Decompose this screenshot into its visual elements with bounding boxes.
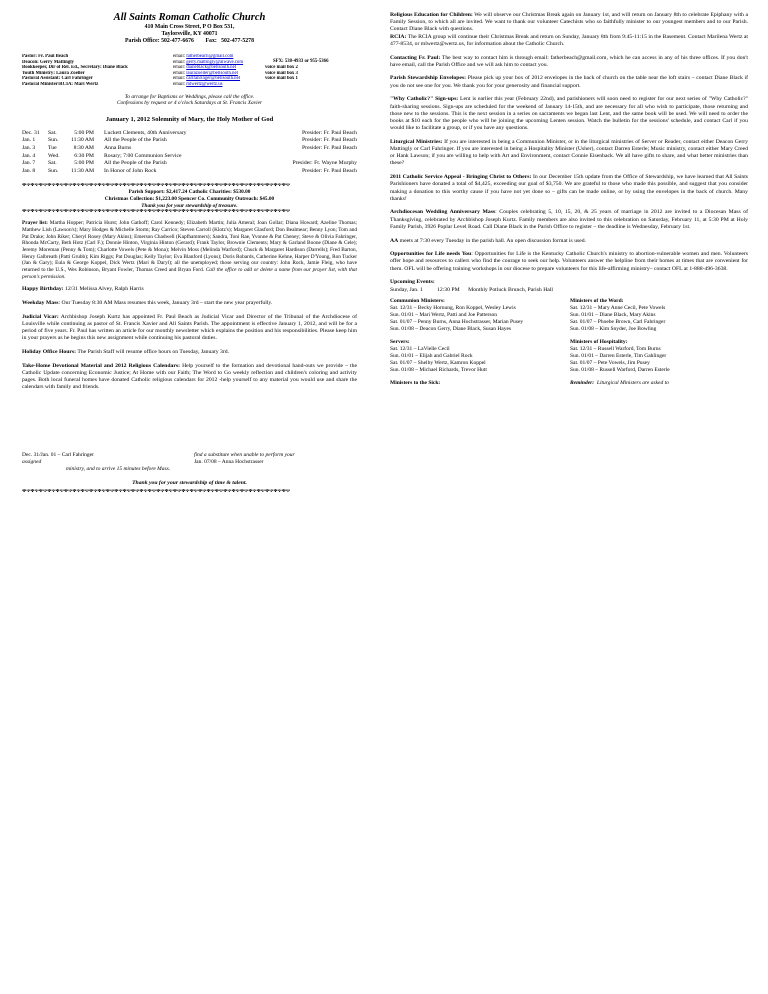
email-label: email: <box>173 76 185 82</box>
ornament-divider: ✤✣✤✣✤✣✤✣✤✣✤✣✤✣✤✣✤✣✤✣✤✣✤✣✤✣✤✣✤✣✤✣✤✣✤✣✤✣✤✣✤✣✤✣✤✣✤✣✤✣✤✣✤✣✤✣✤✣✤✣✤✣✤✣ <box>22 489 291 495</box>
mass-row <box>22 130 357 138</box>
schedule-entry: Sun. 01/01 – Elijah and Gabriel Rock <box>390 352 473 359</box>
mass-intention: Rosary; 7:00 Communion Service <box>104 152 182 159</box>
mass-presider: Presider: Fr. Paul Beach <box>302 144 357 151</box>
schedule-entry: Sat. 12/31 – Becky Hornung, Ron Koppel, Wesley Lewis <box>390 304 516 311</box>
email-label: email: <box>173 81 185 87</box>
upcoming-event: Sunday, Jan. 1 12:30 PM Monthly Potluck Brunch, Parish Hall <box>390 286 553 293</box>
confession-note: Confessions by request or 4 o'clock Saturdays at St. Francis Xavier <box>116 100 263 107</box>
email-label: email: <box>173 70 185 76</box>
prayer-list-names: Martha Hopper; Patricia Hurst; John Gathoff; Carol Kennedy; Elizabeth Martin; Julia Ameral; Joan Gollar; Diana Howard; Azeline Thomas; Matthew Lish (Lawson's); Mary Hodges & Michelle Storm; Ray Carrico; Steven Carroll (Klotz's); Margaret Glasford; Don Bealmear; Benny Lyon; Tom and Pat Drake; John Riker; Cheryl Rosey (Mary Akins); Emerson Chadwell (Kapfhammers); Sandra, Toni Rae, Yvonne & Pat Cheney; Steve & Olivia Fahringer, Rhonda McCarty, Beth Hotz (Carl F.); Donnie Hinton, Virginia Hinton (Gerard); Frank Taylor, Brownie Clements; Mary & Garland Boone (Diane & Cele); Jeremy Moreman (Penny & Tom); Charlotte Vowels (Pete & Mona); Melvin Moss (Melinda Warford); Chuck & Margaret Hardison (Darrells); Fred Barton, Henry Galbreath (Patti Grubb); Kim Riggs; Pat Douglas; Kelly Taylor; Eva Blanford (Lyons); Doris Robards, Catherine Kehne, Harper D'Young, Ron Tucker (Jan & Gary); Eula & George Koppel, Dick Wertz (Mari & Daryl); all the unemployed; those serving our country: John Rock, Jamie Fleig, who have returned to the U.S., Wes Robinson, Bryant Fowler, Thomas Creed and Bryan Ford. <box>22 220 357 274</box>
schedule-entry: Sun. 01/08 – Russell Warford, Darren Esterle <box>570 366 670 373</box>
schedule-entry: Sun. 01/01 – Diane Black, Mary Akins <box>570 311 656 318</box>
voice-mail-box <box>265 82 357 88</box>
announcement-text: Lent is earlier this year (February 22nd), and parishioners will soon need to register for our next series of "Why Catholic?" faith-sharing sessions. Sign-ups are scheduled for the weekend of January 14-15th, and are necessary for all who wish to participate, those returning and those new to the sessions. This is the next session in a series on sacraments we began last Lent, and the same book will be used. We will need to order the books at $10 each for the people who will be joining the upcoming Lenten session. Watch the bulletin for the sessions' schedule, and contact Carl if you would like to facilitate a group, or if you have any questions. <box>390 96 748 132</box>
announcement-heading: Religious Education for Children: <box>390 12 473 18</box>
mass-day: Sat. <box>48 160 57 167</box>
schedule-entry: Sat. 01/07 – Pete Vowels, Jim Pusey <box>570 359 650 366</box>
schedule-heading: Communion Ministers: <box>390 297 445 304</box>
email-link[interactable]: mlwertz@wertz.us <box>186 81 223 87</box>
support-line-1: Parish Support: $2,417.24 Catholic Charities: $530.00 <box>128 189 251 196</box>
email-link[interactable]: fatherbeach@gmail.com <box>186 54 234 59</box>
announcement-heading: 2011 Catholic Service Appeal - Bringing Christ to Others: <box>390 174 532 181</box>
announcement-text: Please pick up your box of 2012 envelopes in the back of church on the table near the loft stairs – contact Diane Black if you do not see one for you. We thank you for your generosity and financial support. <box>390 75 748 89</box>
announcement <box>22 349 357 356</box>
staff-role: Pastoral Assistant: Carl Fahringer <box>22 76 93 82</box>
announcement <box>390 55 748 69</box>
right-announcements <box>390 12 748 273</box>
prayer-list-note: Call the office to add or delete a name from our prayer list, with that person's permission. <box>22 267 357 280</box>
ornament-divider: ✤✣✤✣✤✣✤✣✤✣✤✣✤✣✤✣✤✣✤✣✤✣✤✣✤✣✤✣✤✣✤✣✤✣✤✣✤✣✤✣✤✣✤✣✤✣✤✣✤✣✤✣✤✣✤✣✤✣✤✣✤✣✤✣ <box>22 183 291 189</box>
sick-minister-1: Dec. 31/Jan. 01 – Carl Fahringer <box>22 451 94 458</box>
solemnity-heading: January 1, 2012 Solemnity of Mary, the Holy Mother of God <box>105 115 274 123</box>
reminder <box>570 380 748 387</box>
mass-day: Tue <box>48 144 57 151</box>
schedule-heading: Servers: <box>390 338 410 345</box>
announcement-heading: Parish Stewardship Envelopes: <box>390 75 467 82</box>
announcement-text: The RCIA group will continue their Christmas Break and return on Sunday, January 8th from 9:45-11:15 in the Basement. Contact Marilena Wertz at 477-8534, or mlwertz@wertz.us, for information about the Catholic Church. <box>390 33 748 47</box>
mass-date: Jan. 1 <box>22 137 36 144</box>
announcement-heading: Opportunities for Life needs You <box>390 251 472 258</box>
mass-time: 5:00 PM <box>74 160 94 167</box>
staff-role: Pastoral Minister/RCIA: Mari Wertz <box>22 81 99 87</box>
voice-mail-box: voice mail box 2 <box>265 65 298 71</box>
reminder-label: Reminder: <box>570 379 595 386</box>
announcement-heading: Weekday Mass <box>22 300 59 307</box>
reminder-continued: find a substitute when unable to perform your <box>194 451 295 458</box>
schedule-entry: Sat. 01/07 – Shelby Wertz, Kamron Koppel <box>390 359 486 366</box>
staff-role: Deacon: Gerry Mattingly <box>22 59 74 65</box>
announcement-text: The best way to contact him is through email: fatherbeach@gmail.com, which he can access in any of his three offices. If you don't have email, call the Parish Office and we will ask him to contact you. <box>390 54 748 68</box>
announcement <box>22 314 357 343</box>
sfx-phone: SFX: 538-4933 or 955-5366 <box>273 59 329 64</box>
mass-row <box>22 168 357 176</box>
mass-date: Jan. 7 <box>22 160 36 167</box>
mass-day: Sat. <box>48 129 57 136</box>
schedule-block <box>390 298 748 333</box>
announcement-heading: Contacting Fr. Paul: <box>390 54 441 61</box>
mass-day: Sun. <box>48 167 59 174</box>
ministers-sick-continued <box>22 452 357 495</box>
mass-time: 5:00 PM <box>74 129 94 136</box>
schedule-entry: Sat. 12/31 – LaVielle Cecil <box>390 345 450 352</box>
mass-intention: All the People of the Parish <box>104 160 167 167</box>
schedule-block <box>390 339 748 374</box>
church-city: Taylorsville, KY 40071 <box>161 31 218 37</box>
mass-time: 11:30 AM <box>70 137 94 144</box>
schedule-entry: Sun. 01/08 – Kim Snyder, Joe Bowling <box>570 325 657 332</box>
staff-role: Youth Ministry: Laura Zoeller <box>22 70 85 76</box>
announcement <box>390 209 748 231</box>
mass-row <box>22 137 357 145</box>
staff-email <box>173 82 265 88</box>
mass-date: Jan. 4 <box>22 152 36 159</box>
arrange-note <box>22 94 357 107</box>
mass-time: 11:30 AM <box>70 167 94 174</box>
mass-presider: Presider: Fr. Paul Beach <box>302 137 357 144</box>
announcement-text: : Couples celebrating 5, 10, 15, 20, & 25 years of marriage in 2012 are invited to a Diocesan Mass of Thanksgiving, celebrated by Archbishop Joseph Kurtz. Family members are also invited to this celebration on Saturday, February 11, at 5:30 PM at Holy Family Parish, 3926 Poplar Level Road. Call Diane Black in the Parish Office to register – the deadline is Wednesday, February 1st. <box>390 209 748 230</box>
announcement-heading: Happy Birthday: <box>22 286 64 293</box>
upcoming-heading: Upcoming Events: <box>390 279 435 286</box>
announcement <box>22 300 357 307</box>
announcement-text: In our December 15th update from the Office of Stewardship, we have learned that All Saints Parishioners have donated a total of $4,425, exceeding our goal of $3,750. We are grateful to those who made this possible, and suggest that you consider making a donation to this worthy cause if you have not yet done so – gifts can be made online, or by using the envelopes in the back of church. Many thanks! <box>390 174 748 202</box>
announcement <box>390 96 748 132</box>
support-thanks: Thank you for your stewardship of treasure. <box>141 202 238 209</box>
announcement-text: The Parish Staff will resume office hours on Tuesday, January 3rd. <box>76 349 230 356</box>
mass-day: Sun. <box>48 137 59 144</box>
announcement <box>22 363 357 392</box>
announcement <box>390 174 748 203</box>
announcement <box>390 12 748 48</box>
mass-date: Dec. 31 <box>22 129 40 136</box>
reminder-continued-3: ministry, and to arrive 15 minutes before Mass. <box>66 465 171 472</box>
email-link[interactable]: gerry.mattingly@alwave.com <box>186 59 244 65</box>
mass-presider: Presider: Fr. Wayne Murphy <box>292 160 357 167</box>
schedule-entry: Sun. 01/08 – Deacon Gerry, Diane Black, Susan Hayes <box>390 325 512 332</box>
announcement-heading: Liturgical Ministries: <box>390 138 443 145</box>
announcement-heading: Archdiocesan Wedding Anniversary Mass <box>390 209 496 216</box>
support-line-2: Christmas Collection: $1,223.00 Spencer Co. Community Outreach: $45.00 <box>104 195 275 202</box>
announcement-heading: RCIA: <box>390 33 407 40</box>
announcement <box>22 286 357 293</box>
mass-intention: Anna Burns <box>104 144 132 151</box>
upcoming-events <box>390 279 748 293</box>
announcement-text: meets at 7:30 every Tuesday in the parish hall. An open discussion format is used. <box>398 237 587 244</box>
staff-role: Pastor: Fr. Paul Beach <box>22 54 69 59</box>
mass-row <box>22 160 357 168</box>
announcement-text: Archbishop Joseph Kurtz has appointed Fr. Paul Beach as Judicial Vicar and Director of the Tribunal of the Archdiocese of Louisville while continuing as pastor of St. Francis Xavier and All Saints Parish. The appointment is effective January 1, 2012, and will be for a period of five years. Fr. Paul has written an article for our monthly newsletter which explains the position and his responsibilities. Please keep him in your prayers as he begins this new assignment while continuing his pastoral duties. <box>22 313 357 342</box>
email-label: email: <box>173 59 185 65</box>
ministers-to-sick <box>390 380 748 387</box>
reminder-text: Liturgical Ministers are asked to <box>594 379 669 386</box>
mass-intention: All the People of the Parish <box>104 137 167 144</box>
email-link[interactable]: carlfahringer@bellsouth.net <box>186 76 241 82</box>
email-link[interactable]: laurazoeller@bellsouth.net <box>186 70 238 76</box>
mass-time: 6:30 PM <box>74 152 94 159</box>
announcement-heading: "Why Catholic?" Sign-ups: <box>390 96 459 103</box>
staff-role: Bookkeeper, Dir of Rel. Ed., Secretary: Diane Black <box>22 65 128 71</box>
prayer-list <box>22 220 357 280</box>
ornament-divider: ✤✣✤✣✤✣✤✣✤✣✤✣✤✣✤✣✤✣✤✣✤✣✤✣✤✣✤✣✤✣✤✣✤✣✤✣✤✣✤✣✤✣✤✣✤✣✤✣✤✣✤✣✤✣✤✣✤✣✤✣✤✣✤✣ <box>22 209 291 215</box>
mass-day: Wed. <box>48 152 60 159</box>
left-announcements <box>22 286 357 391</box>
schedule-entry: Sat. 01/07 – Penny Burns, Anna Hochstrasser, Marian Pusey <box>390 318 524 325</box>
schedule-entry: Sat. 12/31 – Mary Anne Cecil, Pete Vowels <box>570 304 666 311</box>
announcement <box>390 139 748 168</box>
schedule-entry: Sun. 01/01 – Darren Esterle, Tim Gahlinger <box>570 352 667 359</box>
church-title: All Saints Roman Catholic Church <box>113 12 266 23</box>
church-address: 410 Main Cross Street, P O Box 531, <box>144 24 235 30</box>
sick-minister-2: Jan. 07/08 – Anna Hochstrasser <box>194 458 264 465</box>
mass-intention: Luckett Clements, 40th Anniversary <box>104 129 187 136</box>
right-column <box>390 12 748 387</box>
mass-presider: Presider: Fr. Paul Beach <box>302 129 357 136</box>
announcement-text: : Our Tuesday 8:30 AM Mass resumes this week, January 3rd – start the new year prayerfully. <box>58 300 273 307</box>
announcement-text: Help yourself to the formation and devotional hand-outs we provide – the Catholic Update concerning Economic Justice; At Home with our Faith; The Word to Go weekly reflection and children's coloring and activity pages. Both local funeral homes have donated Catholic religious calendars for 2012 -help yourself to any material you would use and share the calendars with family and friends. <box>22 362 357 391</box>
mass-row <box>22 153 357 161</box>
prayer-list-label: Prayer list: <box>22 220 48 227</box>
announcement-heading: Judicial Vicar: <box>22 313 59 320</box>
mass-presider <box>265 153 357 161</box>
mass-date: Jan. 3 <box>22 144 36 151</box>
schedule-heading: Ministers of Hospitality: <box>570 338 628 345</box>
email-link[interactable]: dianeblack@bellsouth.net <box>186 65 237 71</box>
mass-time: 8:30 AM <box>73 144 94 151</box>
schedule-entry: Sat. 01/07 – Phoebe Brown, Carl Fahringer <box>570 318 666 325</box>
mass-intention: In Honor of John Rock <box>104 167 157 174</box>
baptism-wedding-note: To arrange for Baptisms or Weddings, please call the office. <box>124 93 255 100</box>
mass-row <box>22 145 357 153</box>
email-label: email: <box>173 65 185 71</box>
mass-presider: Presider: Fr. Paul Beach <box>302 167 357 174</box>
announcement-text: If you are interested in being a Communion Minister, or in the liturgical ministries of Server or Reader, contact either Deacon Gerry Mattingly or Carl Fahringer. If you are interested in being a Hospitality Minister (Usher), contact Darren Esterle; Music ministry, contact either Mary Creed or Hank Lawson; if you are willing to help with Art and Environment, contact Connie Eisenback. We all have gifts to share, and what better ministries than these? <box>390 138 748 167</box>
announcement <box>390 251 748 273</box>
voice-mail-box: voice mail box 1 <box>265 76 298 82</box>
sick-heading: Ministers to the Sick: <box>390 379 441 386</box>
announcement-heading: AA <box>390 237 399 244</box>
announcement <box>390 75 748 89</box>
schedule-entry: Sun. 01/08 – Michael Richards, Trevor Hutt <box>390 366 487 373</box>
announcement <box>390 238 748 245</box>
schedule-heading: Ministers of the Word: <box>570 297 624 304</box>
reminder-continued-2: assigned <box>22 458 42 465</box>
announcement-text: : Opportunities for Life is the Kentucky Catholic Church's ministry to abortion-vulnerable women and men. Volunteers offer hope and resources to callers who find the courage to seek our help. Volunteers answer the helpline from their homes at times that are convenient for them. OFL will be offering training workshops in our diocese to prepare volunteers for this life-affirming ministry– contact OFL at 1-888-496-3638. <box>390 251 748 272</box>
email-label: email: <box>173 54 185 59</box>
time-talent-thanks: Thank you for your stewardship of time & talent. <box>132 479 247 486</box>
church-phones: Parish Office: 502-477-6676 Fax: 502-477-5278 <box>125 38 254 44</box>
announcement-text: We will observe our Christmas Break again on January 1st, and will return on January 8th to celebrate Epiphany with a Family Session, to which all are invited. We want to thank our volunteer Catechists who so faithfully minister to our youngest members and to our Parish. Contact Diane Black with questions. <box>390 12 748 33</box>
announcement-text: 12/31 Melissa Alvey, Ralph Harris <box>63 286 144 293</box>
voice-mail-box: voice mail box 3 <box>265 70 298 76</box>
announcement-heading: Holiday Office Hours: <box>22 349 77 356</box>
announcement-heading: Take-Home Devotional Material and 2012 Religious Calendars: <box>22 362 180 369</box>
mass-date: Jan. 8 <box>22 167 36 174</box>
mass-schedule <box>22 130 357 176</box>
schedule-entry: Sat. 12/31 – Russell Warford, Tom Burns <box>570 345 661 352</box>
ministry-schedules <box>390 298 748 374</box>
schedule-entry: Sun. 01/01 – Mari Wertz, Patti and Joe Patterson <box>390 311 497 318</box>
left-column <box>22 12 357 495</box>
